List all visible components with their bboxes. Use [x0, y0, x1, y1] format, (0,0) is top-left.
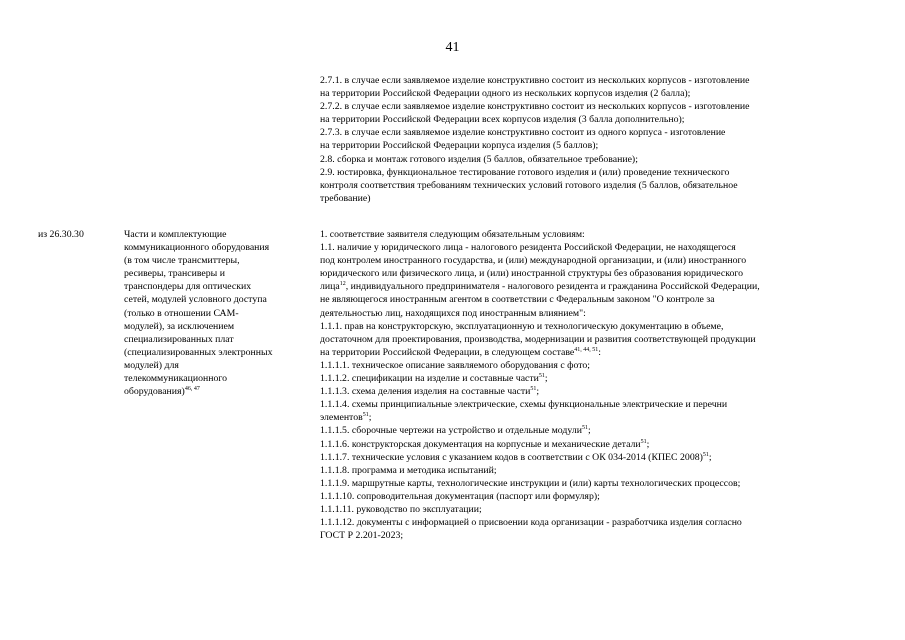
requirement-line	[320, 307, 865, 320]
product-name-line: специализированных плат	[124, 333, 234, 345]
requirement-line	[320, 228, 865, 241]
requirement-line	[320, 280, 865, 293]
requirement-line	[320, 451, 865, 464]
requirement-line	[320, 320, 865, 333]
footnote-ref: 46, 47	[184, 386, 200, 393]
requirement-text: юридического или физического лица, и (или) иностранной структуры без образования юридического	[320, 268, 744, 280]
requirement-line: на территории Российской Федерации всех корпусов изделия (3 балла дополнительно);	[320, 114, 685, 126]
requirement-text: ;	[536, 386, 540, 398]
requirement-line	[320, 464, 865, 477]
requirement-text: 1.1.1. прав на конструкторскую, эксплуатационную и технологическую документацию в объеме,	[320, 320, 724, 332]
product-name-line: (специализированных электронных	[124, 346, 273, 358]
requirement-line	[320, 490, 865, 503]
requirement-line	[320, 333, 865, 346]
requirement-line	[320, 254, 865, 267]
requirement-text: на территории Российской Федерации, в следующем составе	[320, 346, 575, 358]
product-name-line: коммуникационного оборудования	[124, 242, 270, 254]
requirement-line: 2.9. юстировка, функциональное тестирование готового изделия и (или) проведение технического	[320, 166, 730, 178]
requirement-line: 2.8. сборка и монтаж готового изделия (5 баллов, обязательное требование);	[320, 153, 638, 165]
requirement-line	[320, 267, 865, 280]
requirement-text: ;	[588, 425, 591, 437]
requirement-text: 1.1.1.10. сопроводительная документация (паспорт или формуляр);	[320, 490, 600, 502]
product-code: из 26.30.30	[38, 229, 84, 240]
requirement-text: 1.1.1.12. документы с информацией о присвоении кода организации - разработчика изделия согласно	[320, 517, 742, 529]
requirement-line: на территории Российской Федерации корпуса изделия (5 баллов);	[320, 140, 599, 152]
requirement-line	[320, 424, 865, 437]
requirement-line	[320, 385, 865, 398]
requirement-text: элементов	[320, 412, 363, 424]
product-name-line: (только в отношении САМ-	[124, 307, 239, 319]
requirement-text: ГОСТ Р 2.201-2023;	[320, 530, 404, 542]
requirement-text: 1.1.1.11. руководство по эксплуатации;	[320, 503, 482, 515]
product-name-line: модулей) для	[124, 359, 179, 371]
footnote-ref: 12	[339, 281, 346, 288]
requirement-text: , индивидуального предпринимателя - налогового резидента и гражданина Российской Федерации,	[345, 281, 760, 293]
requirement-text: 1.1.1.4. схемы принципиальные электрические, схемы функциональные электрические и перечни	[320, 399, 728, 411]
requirement-text: под контролем иностранного государства, и (или) международной организации, и (или) иностранного	[320, 255, 747, 267]
requirement-text: 1.1.1.8. программа и методика испытаний;	[320, 464, 497, 476]
requirement-line	[320, 372, 865, 385]
footnote-ref: 41, 44, 51	[574, 346, 599, 353]
requirement-text: 1.1.1.9. маршрутные карты, технологические инструкции и (или) карты технологических процессов;	[320, 477, 741, 489]
requirement-line: 2.7.1. в случае если заявляемое изделие конструктивно состоит из нескольких корпусов - изготовление	[320, 75, 750, 86]
footnote-ref: 51	[538, 373, 545, 380]
requirement-text: 1. соответствие заявителя следующим обязательным условиям:	[320, 229, 585, 240]
requirement-line: на территории Российской Федерации одного из нескольких корпусов изделия (2 балла);	[320, 88, 691, 100]
requirement-line	[320, 529, 865, 542]
requirement-line	[320, 516, 865, 529]
requirement-text: лица	[320, 281, 340, 293]
product-name-line	[124, 385, 310, 398]
requirements-list	[320, 228, 865, 542]
requirement-line	[320, 346, 865, 359]
footnote-ref: 51	[530, 386, 537, 393]
requirement-line	[320, 359, 865, 372]
footnote-ref: 51	[702, 451, 709, 458]
product-name	[124, 228, 310, 398]
requirement-text: 1.1.1.7. технические условия с указанием кодов в соответствии с ОК 034-2014 (КПЕС 2008)	[320, 451, 703, 463]
requirement-text: 1.1.1.2. спецификации на изделие и составные части	[320, 373, 539, 385]
product-name-line: транспондеры для оптических	[124, 281, 252, 293]
requirement-line: контроля соответствия требованиям технических условий готового изделия (5 баллов, обязательное	[320, 179, 738, 191]
footnote-ref: 51	[640, 438, 647, 445]
product-name-line: сетей, модулей условного доступа	[124, 294, 267, 306]
product-name-line: Части и комплектующие	[124, 229, 227, 240]
product-name-text: оборудования)	[124, 386, 185, 398]
product-name-line: модулей), за исключением	[124, 320, 235, 332]
footnote-ref: 51	[582, 425, 589, 432]
footnote-ref: 51	[362, 412, 369, 419]
requirement-text: 1.1. наличие у юридического лица - налогового резидента Российской Федерации, не находящегося	[320, 242, 736, 254]
requirement-text: ;	[646, 438, 650, 450]
requirement-line: 2.7.2. в случае если заявляемое изделие конструктивно состоит из нескольких корпусов - изготовление	[320, 101, 750, 113]
requirement-line	[320, 477, 865, 490]
product-name-line: ресиверы, трансиверы и	[124, 268, 225, 280]
requirement-line	[320, 293, 865, 306]
requirement-text: ;	[708, 451, 712, 463]
requirement-text: ;	[544, 373, 548, 385]
requirement-text: :	[598, 346, 602, 358]
requirement-line: 2.7.3. в случае если заявляемое изделие конструктивно состоит из одного корпуса - изготовление	[320, 127, 726, 139]
requirement-line	[320, 241, 865, 254]
requirement-line	[320, 398, 865, 411]
requirement-text: 1.1.1.6. конструкторская документация на корпусные и механические детали	[320, 438, 641, 450]
requirement-text: 1.1.1.3. схема деления изделия на составные части	[320, 386, 531, 398]
continuation-requirements	[320, 74, 865, 205]
requirement-text: ;	[368, 412, 372, 424]
requirement-text: 1.1.1.5. сборочные чертежи на устройство и отдельные модули	[320, 425, 583, 437]
requirement-line: требование)	[320, 192, 371, 204]
requirement-text: 1.1.1.1. техническое описание заявляемого оборудования с фото;	[320, 359, 591, 371]
requirement-text: достаточном для проектирования, производства, модернизации и развития соответствующей продукции	[320, 333, 756, 345]
requirement-line	[320, 503, 865, 516]
requirement-text: не являющегося иностранным агентом в соответствии с Федеральным законом "О контроле за	[320, 294, 715, 306]
requirement-line	[320, 411, 865, 424]
product-name-line: телекоммуникационного	[124, 373, 228, 385]
requirement-line	[320, 438, 865, 451]
product-name-line: (в том числе трансмиттеры,	[124, 255, 240, 267]
requirement-text: деятельностью лиц, находящихся под иностранным влиянием":	[320, 307, 586, 319]
page-number: 41	[445, 40, 460, 55]
